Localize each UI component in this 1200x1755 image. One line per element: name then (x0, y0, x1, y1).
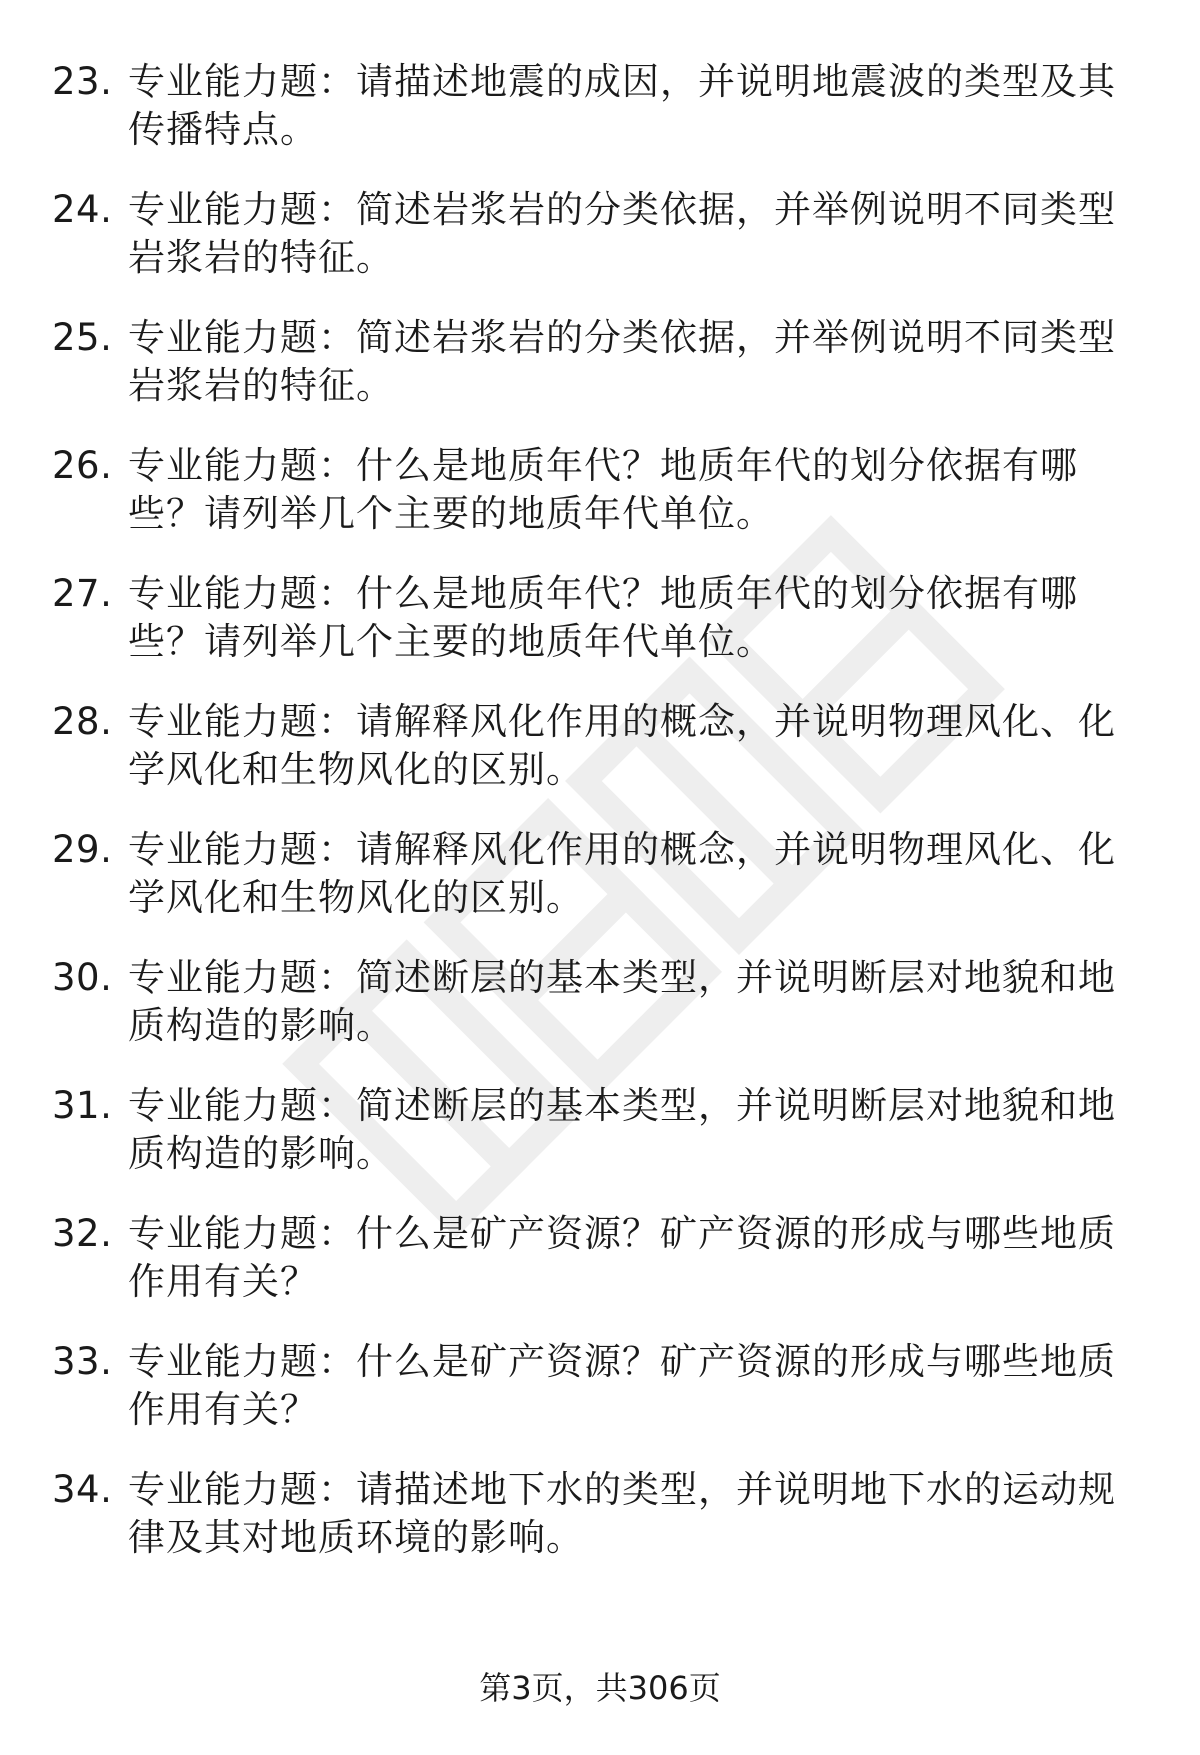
question-number: 31. (52, 1084, 113, 1127)
question-text: 专业能力题：什么是矿产资源？矿产资源的形成与哪些地质作用有关？ (128, 1340, 1116, 1431)
question-number: 26. (52, 444, 113, 487)
question-number: 25. (52, 316, 113, 359)
question-list (52, 58, 1148, 1594)
question-number: 28. (52, 700, 113, 743)
page-indicator: 第3页，共306页 (479, 1669, 721, 1707)
question-item (52, 1082, 1148, 1178)
question-text: 专业能力题：什么是地质年代？地质年代的划分依据有哪些？请列举几个主要的地质年代单位。 (128, 444, 1078, 535)
question-item (52, 1338, 1148, 1434)
question-item (52, 698, 1148, 794)
question-number: 29. (52, 828, 113, 871)
question-item (52, 1210, 1148, 1306)
question-text: 专业能力题：请解释风化作用的概念，并说明物理风化、化学风化和生物风化的区别。 (128, 700, 1116, 791)
question-number: 24. (52, 188, 113, 231)
question-number: 33. (52, 1340, 113, 1383)
question-item (52, 570, 1148, 666)
question-number: 23. (52, 60, 113, 103)
question-item (52, 954, 1148, 1050)
question-number: 32. (52, 1212, 113, 1255)
question-item (52, 442, 1148, 538)
question-text: 专业能力题：简述断层的基本类型，并说明断层对地貌和地质构造的影响。 (128, 956, 1116, 1047)
question-item (52, 186, 1148, 282)
question-item (52, 58, 1148, 154)
question-number: 30. (52, 956, 113, 999)
question-number: 34. (52, 1468, 113, 1511)
question-text: 专业能力题：请描述地下水的类型，并说明地下水的运动规律及其对地质环境的影响。 (128, 1468, 1116, 1559)
question-number: 27. (52, 572, 113, 615)
question-text: 专业能力题：什么是矿产资源？矿产资源的形成与哪些地质作用有关？ (128, 1212, 1116, 1303)
question-item (52, 314, 1148, 410)
question-text: 专业能力题：什么是地质年代？地质年代的划分依据有哪些？请列举几个主要的地质年代单位。 (128, 572, 1078, 663)
question-text: 专业能力题：简述岩浆岩的分类依据，并举例说明不同类型岩浆岩的特征。 (128, 188, 1116, 279)
question-text: 专业能力题：简述岩浆岩的分类依据，并举例说明不同类型岩浆岩的特征。 (128, 316, 1116, 407)
question-text: 专业能力题：请解释风化作用的概念，并说明物理风化、化学风化和生物风化的区别。 (128, 828, 1116, 919)
page-footer (0, 1668, 1200, 1708)
question-item (52, 1466, 1148, 1562)
question-text: 专业能力题：请描述地震的成因，并说明地震波的类型及其传播特点。 (128, 60, 1116, 151)
question-text: 专业能力题：简述断层的基本类型，并说明断层对地貌和地质构造的影响。 (128, 1084, 1116, 1175)
question-item (52, 826, 1148, 922)
